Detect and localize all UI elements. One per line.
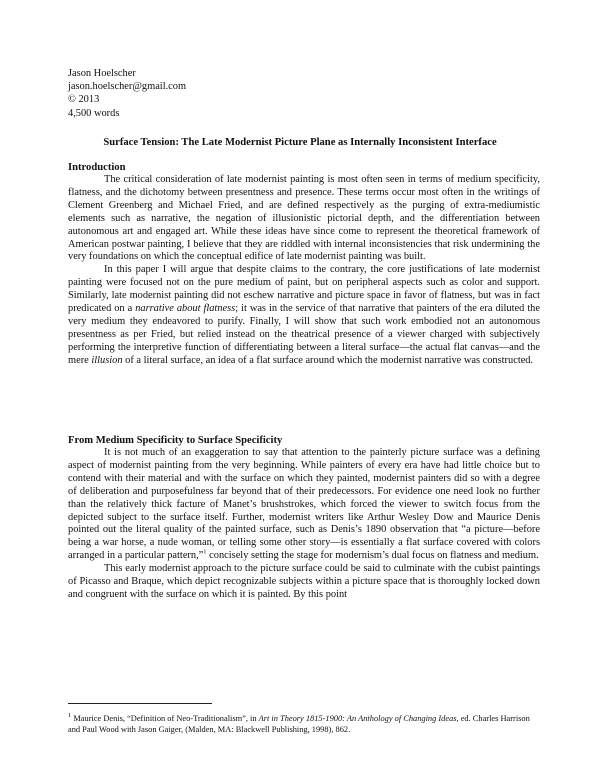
paragraph: The critical consideration of late modernist painting is most often seen in terms of medium specificity, flatness, and the dichotomy between presentness and presence. These terms occur most often in the writings of Clement Greenberg and Michael Fried, and are defined respectively as the purging of extra-mediumistic elements such as narrative, the negation of illusionistic pictorial depth, and the differentiation between autonomous art and engaged art. While these ideas have since come to represent the theoretical framework of American postwar painting, I believe that they are riddled with internal inconsistencies that risk undermining the very foundations on which the conceptual edifice of late modernist painting was built. (68, 174, 540, 263)
paragraph: This early modernist approach to the picture surface could be said to culminate with the cubist paintings of Picasso and Braque, which depict recognizable subjects within a picture space that is thoroughly locked down and congruent with the surface on which it is painted. By this point (68, 563, 540, 600)
footnote-marker: 1 (68, 712, 72, 720)
footnote-ref: 1 (203, 548, 207, 556)
section-heading: From Medium Specificity to Surface Specificity (68, 435, 283, 446)
author-name: Jason Hoelscher (68, 68, 136, 79)
paragraph: It is not much of an exaggeration to say that attention to the painterly picture surface was a defining aspect of modernist painting from the very beginning. While painters of every era have had little choice but to contend with their material and with the surface on which they painted, modernist painters did so with a degree of deliberation and purposefulness far beyond that of their predecessors. For evidence one need look no further than the relatively thick facture of Manet’s brushstrokes, which forced the viewer to switch focus from the depicted subject to the surface itself. Further, modernist writers like Arthur Wesley Dow and Maurice Denis pointed out the literal quality of the painted surface, such as Denis’s 1890 observation that “a picture—before being a war horse, a nude woman, or telling some other story—is essentially a flat surface covered with colors arranged in a particular pattern,”$^1$ concisely setting the stage for modernism’s dual focus on flatness and medium. (68, 447, 540, 562)
emphasis: narrative about flatness (135, 303, 236, 315)
footnote: $^1$ Maurice Denis, “Definition of Neo-Traditionalism”, in Art in Theory 1815-1900: An Anthology of Changing Ideas, ed. Charles Harrison and Paul Wood with Jason Gaiger, (Malden, MA: Blackwell Publishing, 1998), 862. (68, 712, 530, 735)
paper-title: Surface Tension: The Late Modernist Picture Plane as Internally Inconsistent Interface (103, 137, 497, 148)
emphasis: illusion (91, 354, 123, 366)
section-introduction (68, 161, 540, 368)
section-heading: Introduction (68, 162, 126, 173)
word-count: 4,500 words (68, 107, 120, 119)
author-header (68, 67, 186, 120)
copyright-line: © 2013 (68, 94, 100, 106)
footnote-divider (68, 703, 212, 704)
section-medium-specificity (68, 434, 540, 602)
paragraph: In this paper I will argue that despite claims to the contrary, the core justifications of late modernist painting were focused not on the pure medium of paint, but on peripheral aspects such as color and support. Similarly, late modernist painting did not eschew narrative and picture space in favor of flatness, but was in fact predicated on a narrative about flatness; it was in the service of that narrative that painters of the era diluted the very medium they endeavored to purify. Finally, I will show that such work embodied not an autonomous presentness as per Fried, but relied instead on the theatrical presence of a viewer charged with subjectively performing the interpretive function of differentiating between a literal surface—the actual flat canvas—and the mere illusion of a literal surface, an idea of a flat surface around which the modernist narrative was constructed. (68, 264, 540, 366)
book-title: Art in Theory 1815-1900: An Anthology of Changing Ideas (258, 714, 457, 723)
author-email: jason.hoelscher@gmail.com (68, 81, 187, 93)
